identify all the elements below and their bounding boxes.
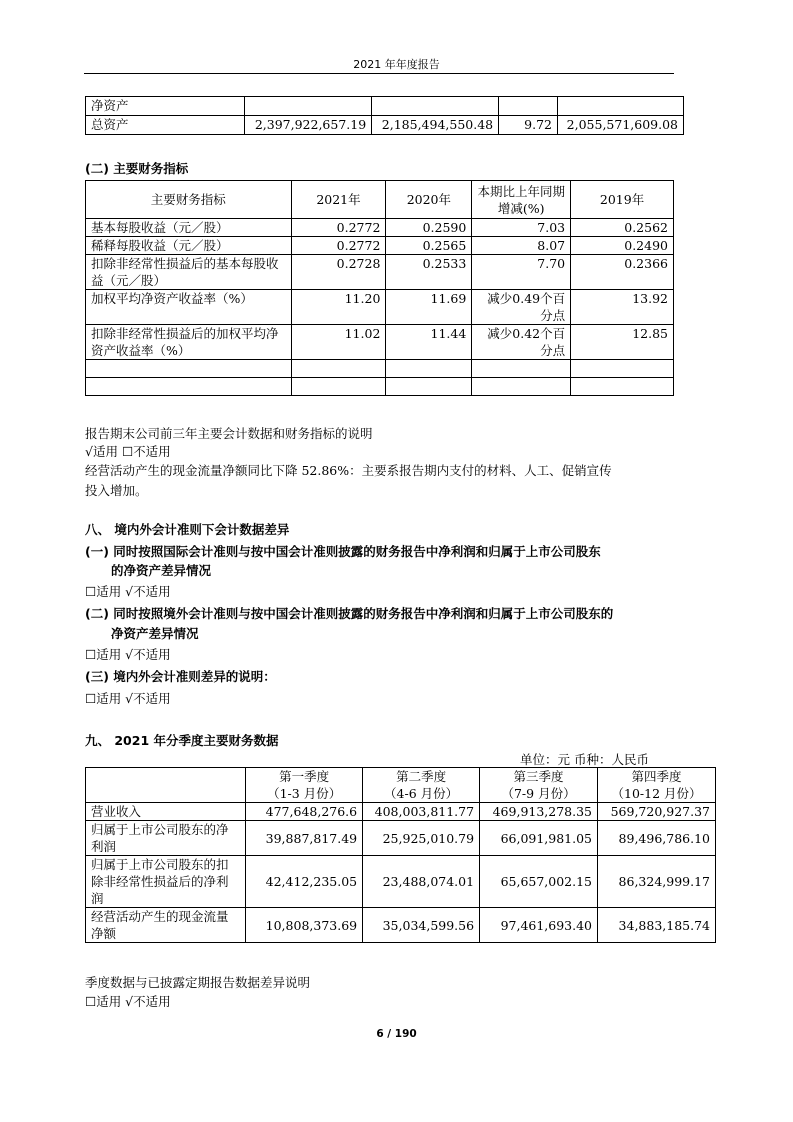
col-header-q4: 第四季度 （10-12 月份） — [598, 768, 716, 803]
col-header-q1: 第一季度 （1-3 月份） — [246, 768, 363, 803]
cell-q3: 66,091,981.05 — [480, 821, 598, 856]
note-check: √适用 ☐不适用 — [85, 444, 171, 459]
sub3-check: ☐适用 √不适用 — [85, 691, 171, 706]
row-label: 稀释每股收益（元／股） — [86, 237, 292, 255]
col-header: 本期比上年同期增减(%) — [472, 181, 571, 219]
cell-q4: 86,324,999.17 — [598, 856, 716, 908]
col-header: 2021年 — [291, 181, 386, 219]
col-header: 2019年 — [571, 181, 674, 219]
cell-2020: 2,185,494,550.48 — [372, 116, 499, 135]
cell-q1: 39,887,817.49 — [246, 821, 363, 856]
cell-2021 — [245, 97, 372, 116]
table-row — [86, 237, 674, 255]
cell-q4: 34,883,185.74 — [598, 908, 716, 943]
cell-2020: 11.69 — [386, 290, 472, 325]
row-label: 归属于上市公司股东的净利润 — [86, 821, 246, 856]
cell-2021: 0.2772 — [291, 219, 386, 237]
section-heading-8: 八、 境内外会计准则下会计数据差异 — [85, 522, 290, 537]
cell-2019: 0.2562 — [571, 219, 674, 237]
sub2-check: ☐适用 √不适用 — [85, 647, 171, 662]
row-label: 加权平均净资产收益率（%） — [86, 290, 292, 325]
sub1-title: (一) 同时按照国际会计准则与按中国会计准则披露的财务报告中净利润和归属于上市公司股东 — [85, 544, 601, 559]
cell-change — [499, 97, 558, 116]
cell-2019: 2,055,571,609.08 — [558, 116, 684, 135]
col-header: 2020年 — [386, 181, 472, 219]
table-row — [86, 97, 684, 116]
col-header-q3: 第三季度 （7-9 月份） — [480, 768, 598, 803]
quarterly-table — [85, 767, 716, 943]
cell-q1: 42,412,235.05 — [246, 856, 363, 908]
cell-change: 8.07 — [472, 237, 571, 255]
row-label: 扣除非经常性损益后的基本每股收益（元／股） — [86, 255, 292, 290]
cell-2019: 13.92 — [571, 290, 674, 325]
cell-2020: 11.44 — [386, 325, 472, 360]
sub3-title: (三) 境内外会计准则差异的说明： — [85, 669, 276, 684]
table-row — [86, 803, 716, 821]
unit-label: 单位：元 币种：人民币 — [520, 752, 649, 767]
note-text: 经营活动产生的现金流量净额同比下降 52.86%：主要系报告期内支付的材料、人工、促销宣传 — [85, 463, 612, 478]
cell-2021: 0.2728 — [291, 255, 386, 290]
cell-2019: 0.2490 — [571, 237, 674, 255]
cell-change: 9.72 — [499, 116, 558, 135]
cell-q3: 469,913,278.35 — [480, 803, 598, 821]
note-title: 报告期末公司前三年主要会计数据和财务指标的说明 — [85, 426, 373, 441]
cell-2020 — [372, 97, 499, 116]
row-label: 总资产 — [86, 116, 245, 135]
cell-change: 7.03 — [472, 219, 571, 237]
cell-2020: 0.2533 — [386, 255, 472, 290]
cell-q4: 89,496,786.10 — [598, 821, 716, 856]
cell-change: 7.70 — [472, 255, 571, 290]
table-header-row — [86, 768, 716, 803]
table-row — [86, 856, 716, 908]
cell-2019 — [558, 97, 684, 116]
cell-2020: 0.2590 — [386, 219, 472, 237]
row-label: 净资产 — [86, 97, 245, 116]
cell-2021: 11.20 — [291, 290, 386, 325]
row-label: 营业收入 — [86, 803, 246, 821]
table-row — [86, 821, 716, 856]
col-header: 主要财务指标 — [86, 181, 292, 219]
cell-q2: 25,925,010.79 — [363, 821, 480, 856]
table-row — [86, 255, 674, 290]
note-text-cont: 投入增加。 — [85, 483, 148, 498]
row-label: 归属于上市公司股东的扣除非经常性损益后的净利润 — [86, 856, 246, 908]
table-header-row — [86, 181, 674, 219]
table-row — [86, 219, 674, 237]
cell-q1: 477,648,276.6 — [246, 803, 363, 821]
cell-2021: 0.2772 — [291, 237, 386, 255]
quarter-note-check: ☐适用 √不适用 — [85, 994, 171, 1009]
header-rule — [84, 73, 674, 74]
cell-change: 减少0.42个百分点 — [472, 325, 571, 360]
table-row — [86, 325, 674, 360]
quarter-note-title: 季度数据与已披露定期报告数据差异说明 — [85, 975, 311, 990]
cell-2021: 11.02 — [291, 325, 386, 360]
cell-2020: 0.2565 — [386, 237, 472, 255]
table-row — [86, 908, 716, 943]
row-label: 基本每股收益（元／股） — [86, 219, 292, 237]
cell-q4: 569,720,927.37 — [598, 803, 716, 821]
sub1-title-cont: 的净资产差异情况 — [111, 563, 212, 578]
cell-q3: 65,657,002.15 — [480, 856, 598, 908]
cell-q2: 408,003,811.77 — [363, 803, 480, 821]
row-label: 扣除非经常性损益后的加权平均净资产收益率（%） — [86, 325, 292, 360]
cell-2021: 2,397,922,657.19 — [245, 116, 372, 135]
cell-q2: 23,488,074.01 — [363, 856, 480, 908]
table-row — [86, 116, 684, 135]
col-header-q2: 第二季度 （4-6 月份） — [363, 768, 480, 803]
row-label: 经营活动产生的现金流量净额 — [86, 908, 246, 943]
section-heading-2: (二) 主要财务指标 — [85, 161, 189, 176]
cell-q3: 97,461,693.40 — [480, 908, 598, 943]
page-number: 6 / 190 — [376, 1028, 417, 1040]
cell-2019: 12.85 — [571, 325, 674, 360]
page-header: 2021 年年度报告 — [353, 58, 440, 71]
balance-table — [85, 96, 684, 135]
table-row-empty — [86, 378, 674, 396]
cell-q2: 35,034,599.56 — [363, 908, 480, 943]
section-heading-9: 九、 2021 年分季度主要财务数据 — [85, 733, 279, 748]
sub2-title-cont: 净资产差异情况 — [111, 626, 199, 641]
financial-indicators-table — [85, 180, 674, 396]
table-row — [86, 290, 674, 325]
table-row-empty — [86, 360, 674, 378]
sub2-title: (二) 同时按照境外会计准则与按中国会计准则披露的财务报告中净利润和归属于上市公司股东的 — [85, 606, 614, 621]
cell-change: 减少0.49个百分点 — [472, 290, 571, 325]
cell-2019: 0.2366 — [571, 255, 674, 290]
sub1-check: ☐适用 √不适用 — [85, 584, 171, 599]
cell-q1: 10,808,373.69 — [246, 908, 363, 943]
